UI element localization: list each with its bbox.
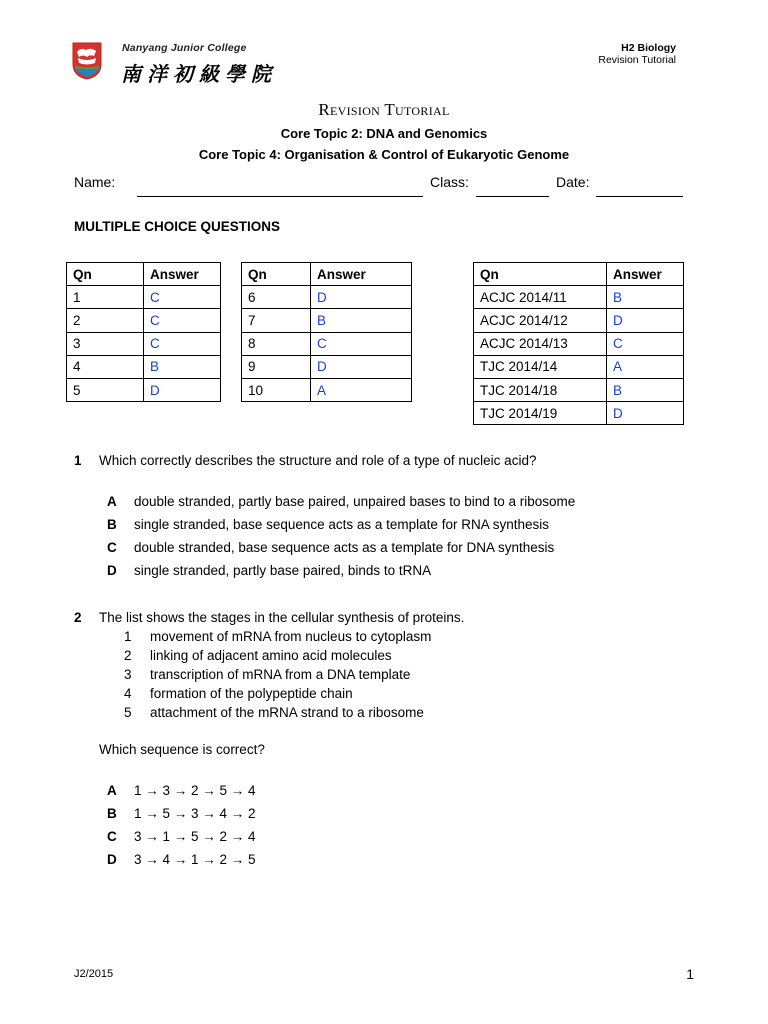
school-name-chinese: 南洋初級學院: [121, 62, 277, 86]
step-text: attachment of the mRNA strand to a ribosome: [150, 705, 424, 720]
question-number-cell: 9: [242, 355, 311, 378]
question-number-cell: 7: [242, 309, 311, 332]
school-crest-icon: [72, 42, 102, 80]
question-2-option-text: 1 → 5 → 3 → 4 → 2: [134, 806, 256, 821]
question-2-option-text: 3 → 1 → 5 → 2 → 4: [134, 829, 256, 844]
answer-cell: A: [311, 378, 412, 401]
question-1-option-letter: B: [107, 517, 117, 532]
question-number-cell: 1: [67, 286, 144, 309]
name-label: Name:: [74, 174, 116, 190]
class-field[interactable]: [476, 196, 549, 197]
answer-cell: D: [144, 378, 221, 401]
step-number: 3: [124, 667, 132, 682]
question-number-cell: ACJC 2014/12: [474, 309, 607, 332]
question-1-stem: Which correctly describes the structure and role of a type of nucleic acid?: [99, 453, 537, 468]
answer-cell: C: [144, 332, 221, 355]
step-number: 2: [124, 648, 132, 663]
answer-cell: D: [311, 286, 412, 309]
question-number-cell: 8: [242, 332, 311, 355]
step-text: linking of adjacent amino acid molecules: [150, 648, 392, 663]
column-header-qn: Qn: [474, 263, 607, 286]
table-row: [474, 309, 684, 332]
table-row: [242, 332, 412, 355]
table-header-row: [242, 263, 412, 286]
table-row: [474, 286, 684, 309]
school-name: Nanyang Junior College: [122, 42, 247, 54]
step-text: movement of mRNA from nucleus to cytoplasm: [150, 629, 432, 644]
column-header-qn: Qn: [67, 263, 144, 286]
answer-table-1: [66, 262, 221, 402]
question-number-cell: 5: [67, 378, 144, 401]
answer-cell: C: [144, 309, 221, 332]
question-1-option-text: double stranded, base sequence acts as a template for DNA synthesis: [134, 540, 555, 555]
question-1-option-text: single stranded, base sequence acts as a template for RNA synthesis: [134, 517, 549, 532]
column-header-answer: Answer: [144, 263, 221, 286]
table-row: [242, 286, 412, 309]
question-1-option-letter: D: [107, 563, 117, 578]
topic-heading-1: Core Topic 2: DNA and Genomics: [280, 126, 488, 141]
question-2-option-letter: A: [107, 783, 117, 798]
question-number-cell: TJC 2014/18: [474, 378, 607, 401]
answer-cell: C: [607, 332, 684, 355]
answer-cell: B: [607, 286, 684, 309]
table-row: [474, 378, 684, 401]
date-field[interactable]: [596, 196, 683, 197]
question-number-cell: 10: [242, 378, 311, 401]
answer-cell: B: [607, 378, 684, 401]
document-type-label: Revision Tutorial: [598, 54, 676, 66]
class-label: Class:: [430, 174, 469, 190]
question-1-option-letter: C: [107, 540, 117, 555]
section-heading: MULTIPLE CHOICE QUESTIONS: [74, 219, 281, 234]
answer-cell: B: [144, 355, 221, 378]
step-number: 1: [124, 629, 132, 644]
question-number-cell: ACJC 2014/11: [474, 286, 607, 309]
question-number-cell: TJC 2014/19: [474, 402, 607, 425]
answer-cell: A: [607, 355, 684, 378]
answer-cell: C: [144, 286, 221, 309]
column-header-qn: Qn: [242, 263, 311, 286]
answer-table-3: [473, 262, 684, 425]
step-text: formation of the polypeptide chain: [150, 686, 353, 701]
footer-code: J2/2015: [74, 968, 114, 980]
table-row: [67, 355, 221, 378]
table-row: [242, 378, 412, 401]
step-number: 5: [124, 705, 132, 720]
date-label: Date:: [556, 174, 590, 190]
subject-label: H2 Biology: [621, 42, 676, 54]
answer-cell: D: [311, 355, 412, 378]
question-2-option-text: 1 → 3 → 2 → 5 → 4: [134, 783, 256, 798]
table-row: [242, 355, 412, 378]
page-number: 1: [686, 966, 694, 982]
table-header-row: [474, 263, 684, 286]
answer-cell: C: [311, 332, 412, 355]
topic-heading-2: Core Topic 4: Organisation & Control of Eukaryotic Genome: [198, 147, 570, 162]
answer-cell: B: [311, 309, 412, 332]
question-2-option-letter: B: [107, 806, 117, 821]
question-2-option-text: 3 → 4 → 1 → 2 → 5: [134, 852, 256, 867]
step-number: 4: [124, 686, 132, 701]
name-field[interactable]: [137, 196, 423, 197]
question-2-number: 2: [74, 610, 82, 625]
answer-table-2: [241, 262, 412, 402]
column-header-answer: Answer: [311, 263, 412, 286]
column-header-answer: Answer: [607, 263, 684, 286]
question-1-option-text: single stranded, partly base paired, binds to tRNA: [134, 563, 432, 578]
question-number-cell: 2: [67, 309, 144, 332]
question-1-option-text: double stranded, partly base paired, unpaired bases to bind to a ribosome: [134, 494, 576, 509]
table-header-row: [67, 263, 221, 286]
question-number-cell: 6: [242, 286, 311, 309]
question-1-number: 1: [74, 453, 82, 468]
answer-cell: D: [607, 402, 684, 425]
question-number-cell: 4: [67, 355, 144, 378]
table-row: [242, 309, 412, 332]
table-row: [67, 286, 221, 309]
question-number-cell: ACJC 2014/13: [474, 332, 607, 355]
page-title: Revision Tutorial: [318, 100, 450, 119]
question-1-option-letter: A: [107, 494, 117, 509]
question-2-prompt: Which sequence is correct?: [99, 742, 265, 757]
table-row: [474, 402, 684, 425]
table-row: [67, 332, 221, 355]
step-text: transcription of mRNA from a DNA template: [150, 667, 411, 682]
question-2-option-letter: C: [107, 829, 117, 844]
question-number-cell: 3: [67, 332, 144, 355]
table-row: [67, 309, 221, 332]
question-2-option-letter: D: [107, 852, 117, 867]
table-row: [67, 378, 221, 401]
question-2-stem: The list shows the stages in the cellular synthesis of proteins.: [99, 610, 465, 625]
table-row: [474, 332, 684, 355]
question-number-cell: TJC 2014/14: [474, 355, 607, 378]
answer-cell: D: [607, 309, 684, 332]
table-row: [474, 355, 684, 378]
